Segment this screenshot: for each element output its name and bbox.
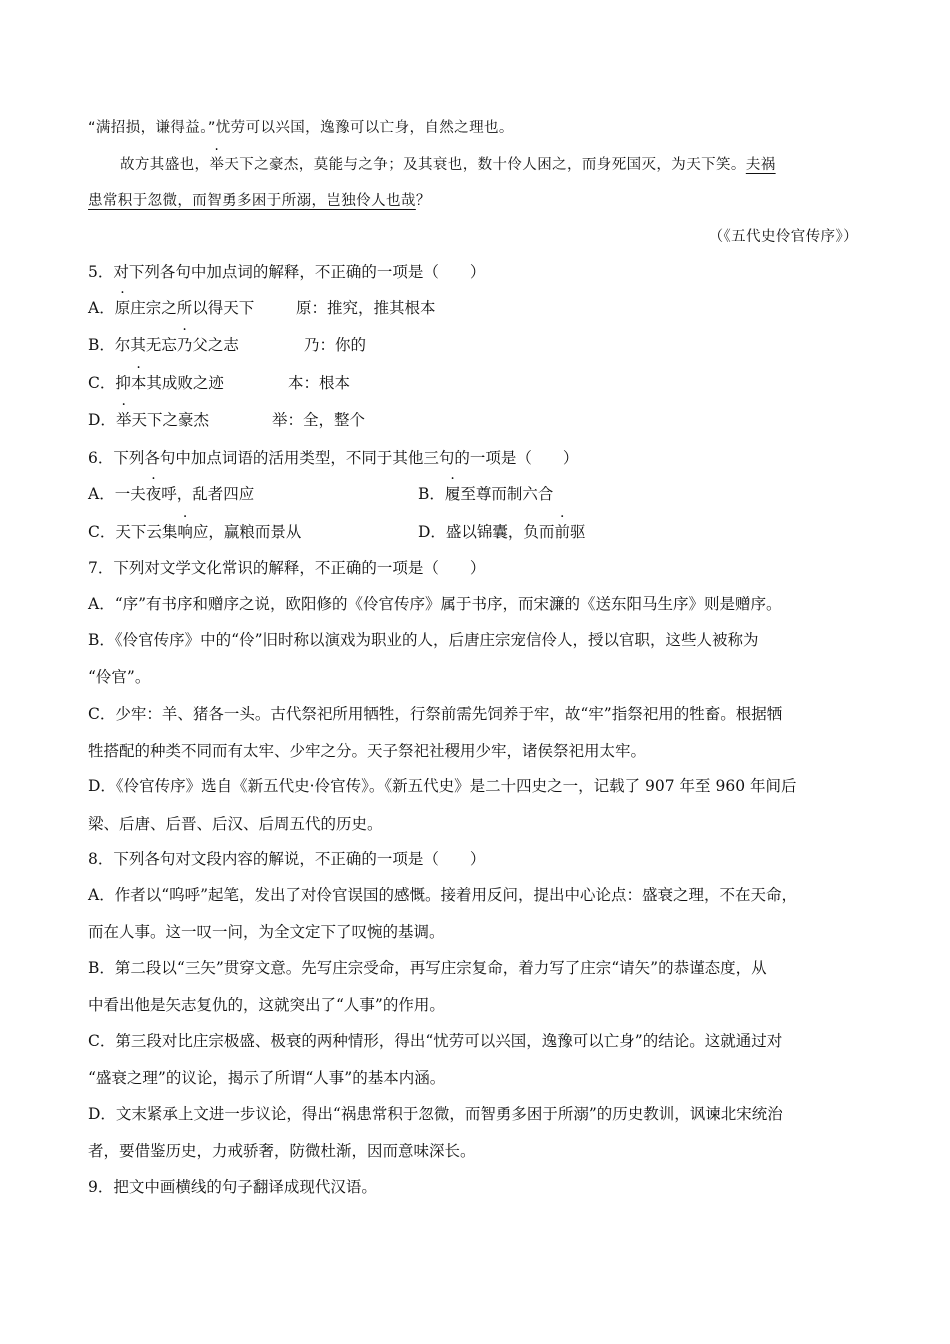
question-8-option-a[interactable]: A．作者以“呜呼”起笔，发出了对伶官误国的感慨。接着用反问，提出中心论点：盛衰之理，不在天命，	[88, 886, 798, 904]
dotted-word: 本	[130, 374, 147, 392]
question-5-option-d[interactable]	[88, 410, 209, 430]
question-8-option-a-cont: 而在人事。这一叹一问，为全文定下了叹惋的基调。	[88, 923, 445, 941]
dotted-word: 前	[554, 523, 570, 541]
passage-text: 故方其盛也，	[120, 157, 210, 173]
passage-text: “满招损，谦得益。”忧劳可以兴国，逸豫可以亡身，自然之理也。	[88, 120, 514, 136]
question-7-option-d-cont: 梁、后唐、后晋、后汉、后周五代的历史。	[88, 815, 383, 833]
question-7-option-b-cont: “伶官”。	[88, 668, 151, 686]
option-label: B．尔其无忘	[88, 336, 177, 354]
question-8-option-d-cont: 者，要借鉴历史，力戒骄奢，防微杜渐，因而意味深长。	[88, 1142, 476, 1160]
question-8-option-c-cont: “盛衰之理”的议论，揭示了所谓“人事”的基本内涵。	[88, 1069, 446, 1087]
dotted-word: 履	[444, 485, 461, 503]
dotted-word: 举	[115, 411, 132, 429]
passage-line	[120, 155, 776, 175]
passage-text: 天下之豪杰，莫能与之争；及其衰也，数十伶人困之，而身死国灭，为天下笑。	[224, 157, 746, 173]
option-label: C．天下云集	[88, 523, 178, 541]
option-label: D．	[88, 411, 116, 429]
question-7-stem: 7．下列对文学文化常识的解释，不正确的一项是（ ）	[88, 559, 486, 577]
passage-line	[88, 191, 431, 211]
question-6-option-d[interactable]	[418, 522, 585, 542]
option-text: 父之志	[192, 336, 239, 354]
question-7-option-b[interactable]: B．《伶官传序》中的“伶”旧时称以演戏为职业的人，后唐庄宗宠信伶人，授以官职，这些人被称为	[88, 631, 759, 649]
question-6-option-c[interactable]	[88, 522, 301, 542]
question-8-option-c[interactable]: C．第三段对比庄宗极盛、极衰的两种情形，得出“忧劳可以兴国，逸豫可以亡身”的结论。这就通过对	[88, 1032, 783, 1050]
option-label: D．盛以锦囊，负而	[418, 523, 555, 541]
question-5-stem: 5．对下列各句中加点词的解释，不正确的一项是（ ）	[88, 263, 486, 281]
question-8-option-b-cont: 中看出他是矢志复仇的，这就突出了“人事”的作用。	[88, 996, 445, 1014]
question-9-stem: 9．把文中画横线的句子翻译成现代汉语。	[88, 1178, 377, 1196]
question-8-option-b[interactable]: B．第二段以“三矢”贯穿文意。先写庄宗受命，再写庄宗复命，着力写了庄宗“请矢”的恭谨态度，从	[88, 959, 767, 977]
question-6-option-a[interactable]	[88, 484, 254, 504]
underlined-sentence: 夫祸	[745, 157, 776, 173]
question-7-option-c[interactable]: C．少牢：羊、猪各一头。古代祭祀所用牺牲，行祭前需先饲养于牢，故“牢”指祭祀用的牲畜。根据牺	[88, 705, 783, 723]
dotted-word: 举	[209, 157, 225, 173]
option-text: 天下之豪杰	[131, 411, 209, 429]
option-text: 至尊而制六合	[460, 485, 554, 503]
option-text: 应，赢粮而景从	[192, 523, 302, 541]
question-8-stem: 8．下列各句对文段内容的解说，不正确的一项是（ ）	[88, 850, 486, 868]
source-text: （《五代史伶官传序》）	[708, 229, 858, 245]
option-label: C．抑	[88, 374, 131, 392]
question-7-option-c-cont: 牲搭配的种类不同而有太牢、少牢之分。天子祭祀社稷用少牢，诸侯祭祀用太牢。	[88, 742, 647, 760]
question-7-option-a[interactable]: A．“序”有书序和赠序之说，欧阳修的《伶官传序》属于书序，而宋濂的《送东阳马生序》则是赠序。	[88, 595, 782, 613]
option-text: 其成败之迹	[146, 374, 224, 392]
option-text: 驱	[569, 523, 586, 541]
question-5-option-a[interactable]	[88, 298, 254, 318]
passage-source	[709, 227, 858, 247]
option-explanation: 原：推究，推其根本	[296, 299, 436, 317]
option-explanation: 举：全，整个	[272, 411, 366, 429]
passage-line	[88, 118, 514, 138]
option-explanation: 本：根本	[288, 374, 351, 392]
question-5-option-b[interactable]	[88, 335, 239, 355]
option-text: 庄宗之所以得天下	[130, 299, 255, 317]
dotted-word: 乃	[176, 336, 193, 354]
option-label: A．	[88, 299, 115, 317]
question-5-option-c[interactable]	[88, 373, 224, 393]
underlined-sentence: 患常积于忽微，而智勇多困于所溺，岂独伶人也哉	[88, 193, 416, 209]
dotted-word: 原	[114, 299, 131, 317]
dotted-word: 夜	[145, 485, 162, 503]
question-7-option-d[interactable]: D．《伶官传序》选自《新五代史·伶官传》。《新五代史》是二十四史之一，记载了 907 年至 960 年间后	[88, 777, 797, 795]
passage-text: ？	[415, 193, 431, 209]
dotted-word: 响	[177, 523, 193, 541]
option-label: B．	[418, 485, 445, 503]
question-6-stem: 6．下列各句中加点词语的活用类型，不同于其他三句的一项是（ ）	[88, 449, 579, 467]
option-explanation: 乃：你的	[304, 336, 367, 354]
option-label: A．一夫	[88, 485, 146, 503]
option-text: 呼，乱者四应	[161, 485, 255, 503]
question-8-option-d[interactable]: D．文末紧承上文进一步议论，得出“祸患常积于忽微，而智勇多困于所溺”的历史教训，讽谏北宋统治	[88, 1105, 783, 1123]
question-6-option-b[interactable]	[418, 484, 553, 504]
